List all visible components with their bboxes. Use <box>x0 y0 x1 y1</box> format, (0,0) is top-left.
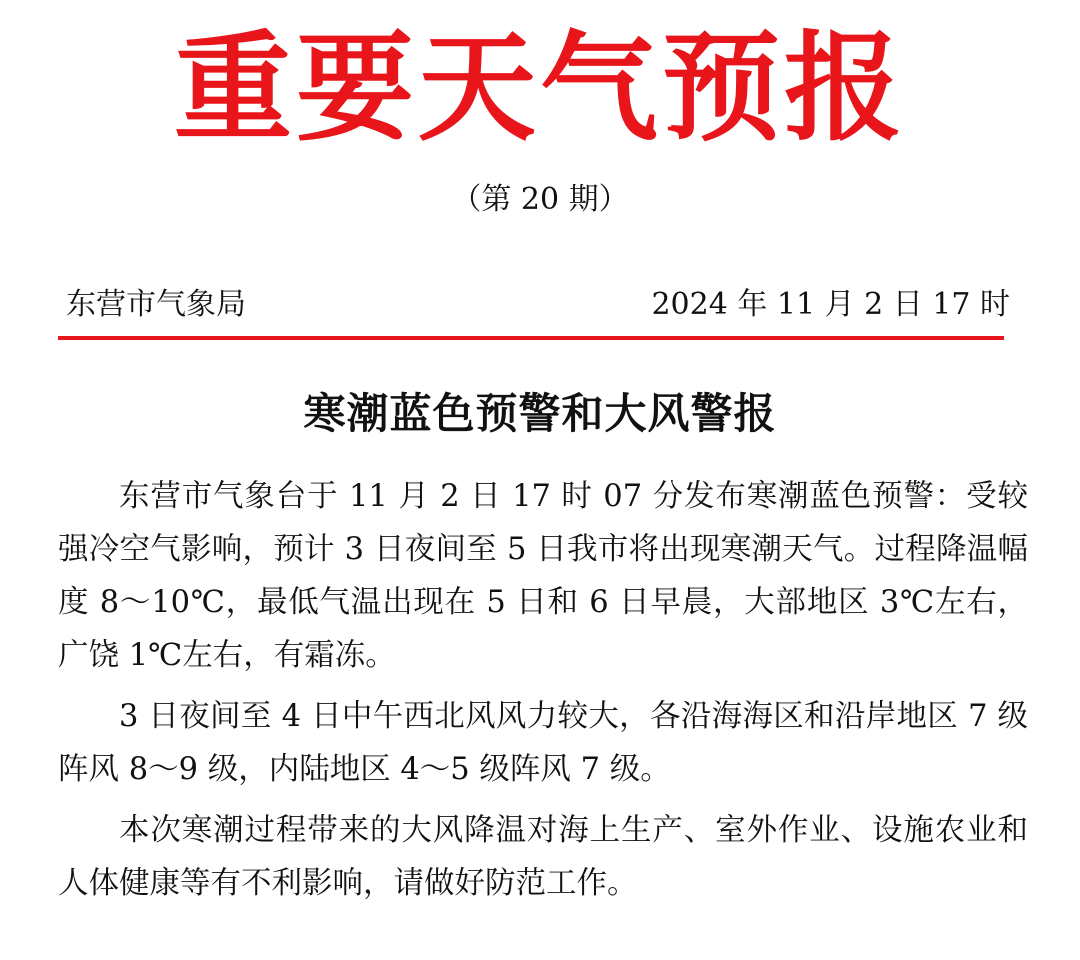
red-divider <box>58 336 1004 340</box>
article-body <box>58 470 1028 918</box>
article-headline: 寒潮蓝色预警和大风警报 <box>303 389 777 438</box>
paragraph-advice: 本次寒潮过程带来的大风降温对海上生产、室外作业、设施农业和人体健康等有不利影响，请做好防范工作。 <box>58 813 1028 901</box>
issue-datetime: 2024 年 11 月 2 日 17 时 <box>651 287 1010 322</box>
paragraph-cold-wave: 东营市气象台于 11 月 2 日 17 时 07 分发布寒潮蓝色预警：受较强冷空气影响，预计 3 日夜间至 5 日我市将出现寒潮天气。过程降温幅度 8～10℃，最低气温出现在 5 日和 6 日早晨，大部地区 3℃左右，广饶 1℃左右，有霜冻。 <box>58 479 1028 673</box>
issuer-row <box>66 284 1010 326</box>
paragraph-wind: 3 日夜间至 4 日中午西北风风力较大，各沿海海区和沿岸地区 7 级阵风 8～9 级，内陆地区 4～5 级阵风 7 级。 <box>58 699 1028 787</box>
masthead-title: 重要天气预报 <box>173 18 906 157</box>
issuer-name: 东营市气象局 <box>66 287 246 322</box>
issue-number: （第 20 期） <box>451 182 629 217</box>
